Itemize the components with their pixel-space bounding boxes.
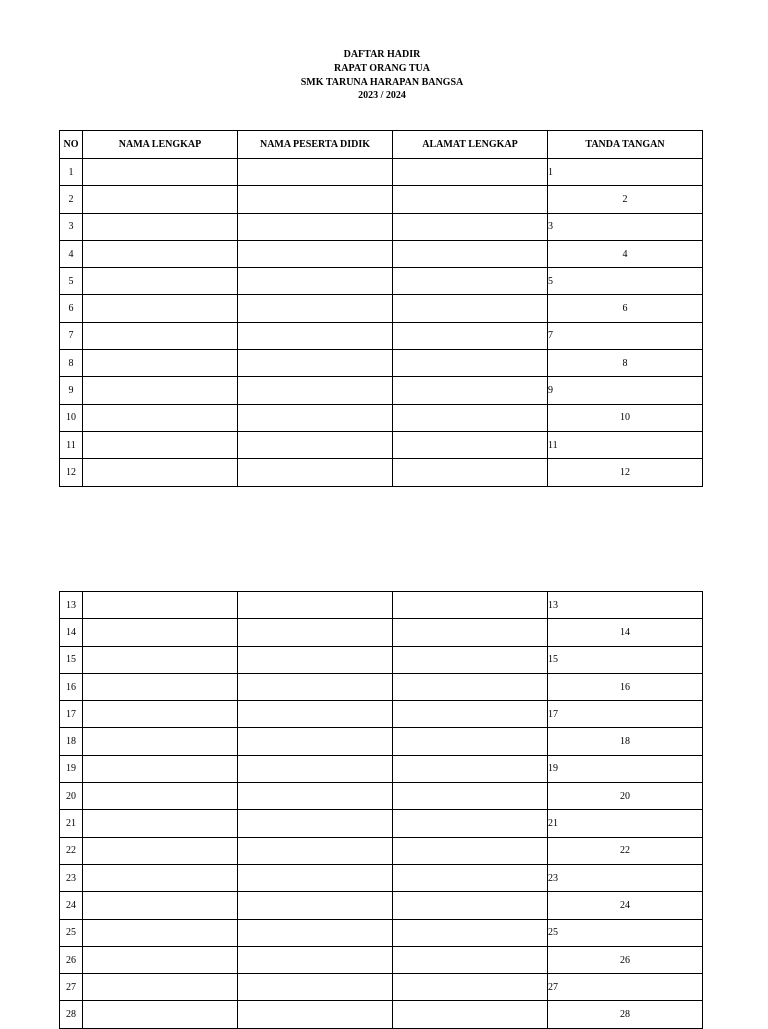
nama-lengkap-cell[interactable] xyxy=(83,592,238,619)
nama-lengkap-cell[interactable] xyxy=(83,701,238,728)
signature-cell[interactable]: 19 xyxy=(548,755,703,782)
nama-lengkap-cell[interactable] xyxy=(83,240,238,267)
heading-school: SMK TARUNA HARAPAN BANGSA xyxy=(300,76,464,88)
row-number: 13 xyxy=(60,592,83,619)
table-row xyxy=(60,755,703,782)
nama-lengkap-cell[interactable] xyxy=(83,728,238,755)
table-row xyxy=(60,864,703,891)
column-header-tanda-tangan: TANDA TANGAN xyxy=(548,131,703,159)
nama-lengkap-cell[interactable] xyxy=(83,459,238,486)
alamat-lengkap-cell[interactable] xyxy=(393,810,548,837)
alamat-lengkap-cell[interactable] xyxy=(393,1001,548,1028)
table-row xyxy=(60,728,703,755)
nama-peserta-didik-cell[interactable] xyxy=(238,240,393,267)
row-number: 10 xyxy=(60,404,83,431)
row-number: 4 xyxy=(60,240,83,267)
nama-lengkap-cell[interactable] xyxy=(83,431,238,458)
signature-cell[interactable]: 7 xyxy=(548,322,703,349)
table-row xyxy=(60,431,703,458)
nama-peserta-didik-cell[interactable] xyxy=(238,919,393,946)
nama-peserta-didik-cell[interactable] xyxy=(238,892,393,919)
attendance-table-2 xyxy=(59,591,703,1029)
table-row xyxy=(60,377,703,404)
row-number: 15 xyxy=(60,646,83,673)
table-row xyxy=(60,322,703,349)
table-row xyxy=(60,240,703,267)
nama-lengkap-cell[interactable] xyxy=(83,350,238,377)
alamat-lengkap-cell[interactable] xyxy=(393,295,548,322)
alamat-lengkap-cell[interactable] xyxy=(393,701,548,728)
row-number: 8 xyxy=(60,350,83,377)
signature-cell[interactable]: 2 xyxy=(548,186,703,213)
alamat-lengkap-cell[interactable] xyxy=(393,673,548,700)
heading-year: 2023 / 2024 xyxy=(358,90,406,102)
row-number: 14 xyxy=(60,619,83,646)
table-row xyxy=(60,892,703,919)
row-number: 26 xyxy=(60,946,83,973)
table-row xyxy=(60,1001,703,1028)
nama-peserta-didik-cell[interactable] xyxy=(238,837,393,864)
nama-lengkap-cell[interactable] xyxy=(83,864,238,891)
nama-lengkap-cell[interactable] xyxy=(83,322,238,349)
table-row xyxy=(60,919,703,946)
nama-lengkap-cell[interactable] xyxy=(83,673,238,700)
row-number: 19 xyxy=(60,755,83,782)
alamat-lengkap-cell[interactable] xyxy=(393,646,548,673)
alamat-lengkap-cell[interactable] xyxy=(393,322,548,349)
table-row xyxy=(60,186,703,213)
signature-cell[interactable]: 3 xyxy=(548,213,703,240)
nama-peserta-didik-cell[interactable] xyxy=(238,431,393,458)
table-row xyxy=(60,350,703,377)
nama-peserta-didik-cell[interactable] xyxy=(238,186,393,213)
signature-cell[interactable]: 13 xyxy=(548,592,703,619)
signature-cell[interactable]: 16 xyxy=(548,673,703,700)
signature-cell[interactable]: 22 xyxy=(548,837,703,864)
nama-lengkap-cell[interactable] xyxy=(83,1001,238,1028)
alamat-lengkap-cell[interactable] xyxy=(393,728,548,755)
signature-cell[interactable]: 14 xyxy=(548,619,703,646)
signature-cell[interactable]: 26 xyxy=(548,946,703,973)
column-header-alamat-lengkap: ALAMAT LENGKAP xyxy=(393,131,548,159)
table-row xyxy=(60,783,703,810)
alamat-lengkap-cell[interactable] xyxy=(393,892,548,919)
nama-lengkap-cell[interactable] xyxy=(83,646,238,673)
heading-title: DAFTAR HADIR xyxy=(343,49,421,60)
signature-cell[interactable]: 10 xyxy=(548,404,703,431)
signature-cell[interactable]: 4 xyxy=(548,240,703,267)
alamat-lengkap-cell[interactable] xyxy=(393,159,548,186)
attendance-table-1 xyxy=(59,130,703,487)
row-number: 9 xyxy=(60,377,83,404)
row-number: 16 xyxy=(60,673,83,700)
signature-cell[interactable]: 12 xyxy=(548,459,703,486)
table-row xyxy=(60,946,703,973)
table-row xyxy=(60,701,703,728)
heading-event: RAPAT ORANG TUA xyxy=(334,62,430,74)
nama-peserta-didik-cell[interactable] xyxy=(238,592,393,619)
nama-lengkap-cell[interactable] xyxy=(83,919,238,946)
alamat-lengkap-cell[interactable] xyxy=(393,350,548,377)
nama-lengkap-cell[interactable] xyxy=(83,186,238,213)
row-number: 5 xyxy=(60,268,83,295)
nama-peserta-didik-cell[interactable] xyxy=(238,322,393,349)
table-row xyxy=(60,619,703,646)
nama-lengkap-cell[interactable] xyxy=(83,783,238,810)
signature-cell[interactable]: 1 xyxy=(548,159,703,186)
column-header-no: NO xyxy=(60,131,83,159)
table-row xyxy=(60,974,703,1001)
row-number: 7 xyxy=(60,322,83,349)
nama-peserta-didik-cell[interactable] xyxy=(238,701,393,728)
table-row xyxy=(60,213,703,240)
nama-peserta-didik-cell[interactable] xyxy=(238,810,393,837)
table-row xyxy=(60,810,703,837)
alamat-lengkap-cell[interactable] xyxy=(393,946,548,973)
table-row xyxy=(60,837,703,864)
signature-cell[interactable]: 5 xyxy=(548,268,703,295)
nama-peserta-didik-cell[interactable] xyxy=(238,1001,393,1028)
nama-peserta-didik-cell[interactable] xyxy=(238,673,393,700)
row-number: 28 xyxy=(60,1001,83,1028)
nama-lengkap-cell[interactable] xyxy=(83,974,238,1001)
nama-peserta-didik-cell[interactable] xyxy=(238,268,393,295)
alamat-lengkap-cell[interactable] xyxy=(393,377,548,404)
alamat-lengkap-cell[interactable] xyxy=(393,755,548,782)
nama-lengkap-cell[interactable] xyxy=(83,295,238,322)
nama-lengkap-cell[interactable] xyxy=(83,755,238,782)
nama-lengkap-cell[interactable] xyxy=(83,213,238,240)
nama-peserta-didik-cell[interactable] xyxy=(238,159,393,186)
nama-peserta-didik-cell[interactable] xyxy=(238,459,393,486)
nama-peserta-didik-cell[interactable] xyxy=(238,974,393,1001)
table-row xyxy=(60,673,703,700)
alamat-lengkap-cell[interactable] xyxy=(393,837,548,864)
row-number: 20 xyxy=(60,783,83,810)
signature-cell[interactable]: 8 xyxy=(548,350,703,377)
row-number: 27 xyxy=(60,974,83,1001)
signature-cell[interactable]: 9 xyxy=(548,377,703,404)
table-row xyxy=(60,268,703,295)
table-row xyxy=(60,459,703,486)
signature-cell[interactable]: 20 xyxy=(548,783,703,810)
signature-cell[interactable]: 28 xyxy=(548,1001,703,1028)
row-number: 21 xyxy=(60,810,83,837)
row-number: 18 xyxy=(60,728,83,755)
nama-lengkap-cell[interactable] xyxy=(83,837,238,864)
alamat-lengkap-cell[interactable] xyxy=(393,592,548,619)
row-number: 6 xyxy=(60,295,83,322)
nama-lengkap-cell[interactable] xyxy=(83,404,238,431)
signature-cell[interactable]: 23 xyxy=(548,864,703,891)
row-number: 1 xyxy=(60,159,83,186)
alamat-lengkap-cell[interactable] xyxy=(393,431,548,458)
nama-peserta-didik-cell[interactable] xyxy=(238,946,393,973)
nama-peserta-didik-cell[interactable] xyxy=(238,783,393,810)
alamat-lengkap-cell[interactable] xyxy=(393,619,548,646)
table-row xyxy=(60,295,703,322)
nama-lengkap-cell[interactable] xyxy=(83,946,238,973)
row-number: 17 xyxy=(60,701,83,728)
nama-lengkap-cell[interactable] xyxy=(83,619,238,646)
nama-peserta-didik-cell[interactable] xyxy=(238,404,393,431)
column-header-nama-peserta-didik: NAMA PESERTA DIDIK xyxy=(238,131,393,159)
column-header-nama-lengkap: NAMA LENGKAP xyxy=(83,131,238,159)
table-header-row xyxy=(60,131,703,159)
signature-cell[interactable]: 11 xyxy=(548,431,703,458)
row-number: 23 xyxy=(60,864,83,891)
nama-peserta-didik-cell[interactable] xyxy=(238,728,393,755)
signature-cell[interactable]: 18 xyxy=(548,728,703,755)
table-row xyxy=(60,404,703,431)
nama-peserta-didik-cell[interactable] xyxy=(238,619,393,646)
row-number: 11 xyxy=(60,431,83,458)
row-number: 22 xyxy=(60,837,83,864)
alamat-lengkap-cell[interactable] xyxy=(393,919,548,946)
signature-cell[interactable]: 24 xyxy=(548,892,703,919)
alamat-lengkap-cell[interactable] xyxy=(393,213,548,240)
table-row xyxy=(60,646,703,673)
nama-peserta-didik-cell[interactable] xyxy=(238,755,393,782)
row-number: 24 xyxy=(60,892,83,919)
nama-peserta-didik-cell[interactable] xyxy=(238,295,393,322)
alamat-lengkap-cell[interactable] xyxy=(393,240,548,267)
signature-cell[interactable]: 17 xyxy=(548,701,703,728)
signature-cell[interactable]: 15 xyxy=(548,646,703,673)
alamat-lengkap-cell[interactable] xyxy=(393,268,548,295)
nama-lengkap-cell[interactable] xyxy=(83,159,238,186)
table-row xyxy=(60,592,703,619)
signature-cell[interactable]: 21 xyxy=(548,810,703,837)
nama-peserta-didik-cell[interactable] xyxy=(238,864,393,891)
nama-lengkap-cell[interactable] xyxy=(83,892,238,919)
row-number: 25 xyxy=(60,919,83,946)
table-row xyxy=(60,159,703,186)
alamat-lengkap-cell[interactable] xyxy=(393,404,548,431)
signature-cell[interactable]: 6 xyxy=(548,295,703,322)
signature-cell[interactable]: 25 xyxy=(548,919,703,946)
alamat-lengkap-cell[interactable] xyxy=(393,864,548,891)
nama-peserta-didik-cell[interactable] xyxy=(238,350,393,377)
signature-cell[interactable]: 27 xyxy=(548,974,703,1001)
document-heading xyxy=(0,48,764,103)
nama-lengkap-cell[interactable] xyxy=(83,268,238,295)
nama-lengkap-cell[interactable] xyxy=(83,377,238,404)
nama-peserta-didik-cell[interactable] xyxy=(238,646,393,673)
row-number: 12 xyxy=(60,459,83,486)
alamat-lengkap-cell[interactable] xyxy=(393,186,548,213)
nama-peserta-didik-cell[interactable] xyxy=(238,213,393,240)
alamat-lengkap-cell[interactable] xyxy=(393,974,548,1001)
alamat-lengkap-cell[interactable] xyxy=(393,783,548,810)
alamat-lengkap-cell[interactable] xyxy=(393,459,548,486)
row-number: 2 xyxy=(60,186,83,213)
nama-lengkap-cell[interactable] xyxy=(83,810,238,837)
nama-peserta-didik-cell[interactable] xyxy=(238,377,393,404)
row-number: 3 xyxy=(60,213,83,240)
